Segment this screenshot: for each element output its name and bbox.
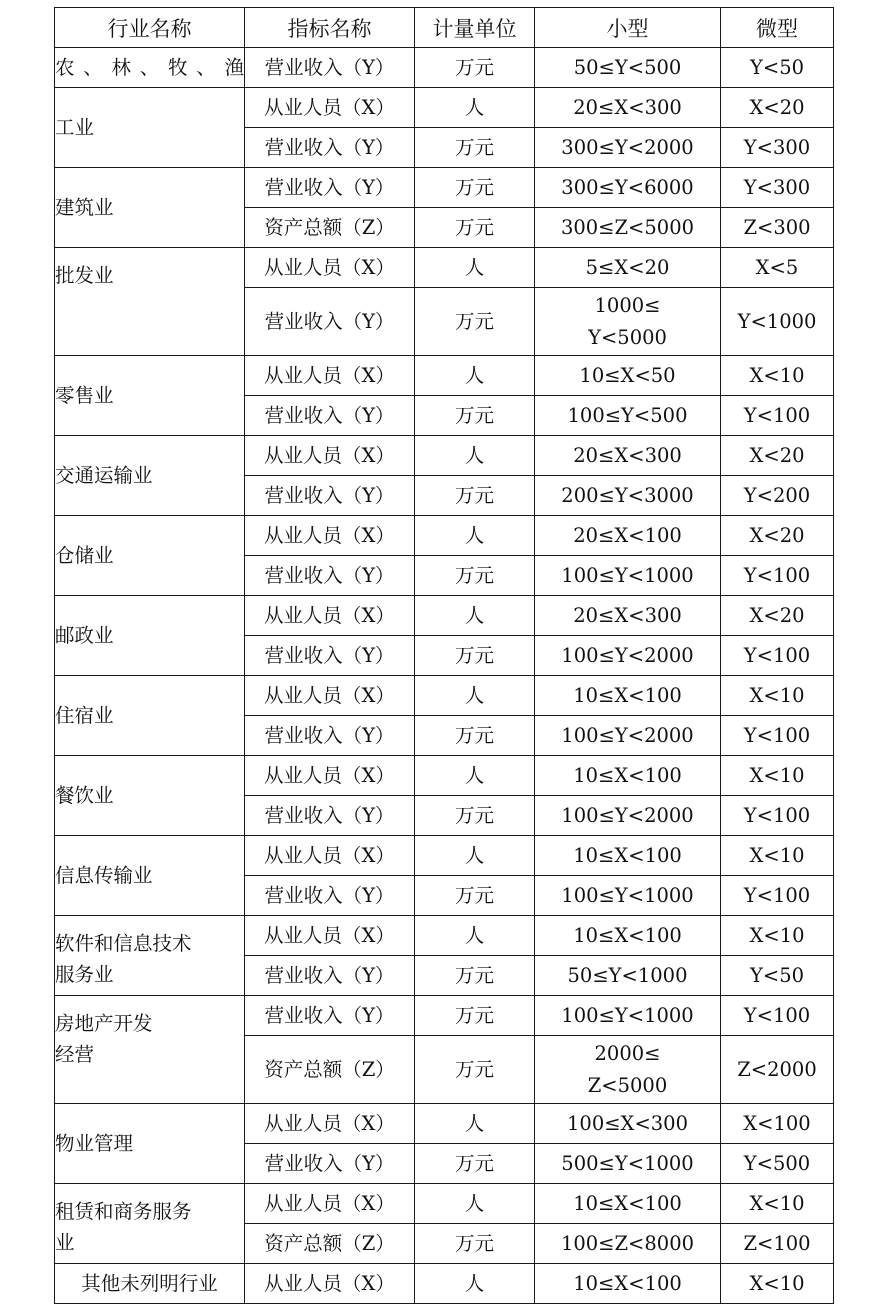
small-threshold-cell: 100≤Y<1000: [535, 556, 721, 596]
small-threshold-line: 1000≤: [594, 294, 661, 318]
small-threshold-cell: 300≤Y<6000: [535, 168, 721, 208]
unit-cell: 人: [415, 88, 535, 128]
industry-name-cell: [55, 516, 245, 596]
industry-name-cell: [55, 48, 245, 88]
micro-threshold-cell: X<10: [721, 1264, 834, 1304]
metric-cell: 营业收入（Y）: [245, 396, 415, 436]
industry-name-cell: [55, 916, 245, 996]
micro-threshold-cell: Y<300: [721, 128, 834, 168]
micro-threshold-cell: X<20: [721, 596, 834, 636]
unit-cell: 万元: [415, 48, 535, 88]
metric-cell: 从业人员（X）: [245, 1184, 415, 1224]
micro-threshold-cell: X<10: [721, 356, 834, 396]
metric-cell: 资产总额（Z）: [245, 1036, 415, 1104]
unit-cell: 万元: [415, 876, 535, 916]
industry-name-cell: [55, 1104, 245, 1184]
micro-threshold-cell: Z<2000: [721, 1036, 834, 1104]
small-threshold-cell: 10≤X<100: [535, 756, 721, 796]
small-threshold-cell: 100≤Y<2000: [535, 636, 721, 676]
table-row: [55, 516, 834, 556]
metric-cell: 资产总额（Z）: [245, 1224, 415, 1264]
small-threshold-cell: 200≤Y<3000: [535, 476, 721, 516]
table-row: [55, 168, 834, 208]
micro-threshold-cell: Y<100: [721, 636, 834, 676]
metric-cell: 营业收入（Y）: [245, 128, 415, 168]
table-body: [55, 48, 834, 1304]
unit-cell: 万元: [415, 716, 535, 756]
unit-cell: 人: [415, 756, 535, 796]
industry-name-line: 住宿业: [55, 703, 114, 727]
table-row: [55, 836, 834, 876]
industry-name-cell: [55, 996, 245, 1104]
small-threshold-cell: 10≤X<100: [535, 916, 721, 956]
industry-name-line: 农、林、牧、渔: [55, 55, 244, 79]
unit-cell: 人: [415, 676, 535, 716]
table-row: [55, 48, 834, 88]
unit-cell: 万元: [415, 208, 535, 248]
table-row: [55, 436, 834, 476]
table-row: [55, 756, 834, 796]
unit-cell: 人: [415, 836, 535, 876]
micro-threshold-cell: Y<50: [721, 48, 834, 88]
industry-name-line: 软件和信息技术: [55, 932, 192, 955]
unit-cell: 人: [415, 916, 535, 956]
industry-name-cell: [55, 88, 245, 168]
unit-cell: 万元: [415, 1036, 535, 1104]
small-threshold-cell: 50≤Y<1000: [535, 956, 721, 996]
industry-name-line: 业: [55, 1231, 75, 1255]
enterprise-size-table: [54, 7, 834, 1304]
industry-name-line: 批发业: [55, 264, 114, 287]
small-threshold-cell: 100≤Y<1000: [535, 876, 721, 916]
table-row: [55, 996, 834, 1036]
metric-cell: 资产总额（Z）: [245, 208, 415, 248]
industry-name-cell: [55, 836, 245, 916]
micro-threshold-cell: Y<100: [721, 796, 834, 836]
industry-name-line: 建筑业: [55, 195, 114, 219]
metric-cell: 从业人员（X）: [245, 516, 415, 556]
micro-threshold-cell: X<10: [721, 1184, 834, 1224]
industry-name-cell: [55, 248, 245, 356]
header-industry: 行业名称: [55, 8, 245, 48]
unit-cell: 万元: [415, 288, 535, 356]
small-threshold-cell: 100≤Y<2000: [535, 796, 721, 836]
unit-cell: 人: [415, 436, 535, 476]
industry-name-line: 物业管理: [55, 1131, 134, 1155]
metric-cell: 营业收入（Y）: [245, 168, 415, 208]
industry-name-line: 零售业: [55, 383, 114, 407]
metric-cell: 营业收入（Y）: [245, 716, 415, 756]
small-threshold-cell: 300≤Y<2000: [535, 128, 721, 168]
unit-cell: 万元: [415, 1224, 535, 1264]
header-row: [55, 8, 834, 48]
micro-threshold-cell: Y<100: [721, 996, 834, 1036]
metric-cell: 从业人员（X）: [245, 88, 415, 128]
small-threshold-cell: 100≤Z<8000: [535, 1224, 721, 1264]
small-threshold-cell: 20≤X<300: [535, 436, 721, 476]
header-metric: 指标名称: [245, 8, 415, 48]
unit-cell: 万元: [415, 636, 535, 676]
micro-threshold-cell: Y<1000: [721, 288, 834, 356]
micro-threshold-cell: X<20: [721, 436, 834, 476]
metric-cell: 从业人员（X）: [245, 1264, 415, 1304]
metric-cell: 从业人员（X）: [245, 248, 415, 288]
unit-cell: 人: [415, 516, 535, 556]
small-threshold-cell: 5≤X<20: [535, 248, 721, 288]
metric-cell: 从业人员（X）: [245, 1104, 415, 1144]
micro-threshold-cell: Z<100: [721, 1224, 834, 1264]
unit-cell: 万元: [415, 396, 535, 436]
metric-cell: 营业收入（Y）: [245, 476, 415, 516]
metric-cell: 营业收入（Y）: [245, 288, 415, 356]
table-row: [55, 676, 834, 716]
unit-cell: 万元: [415, 1144, 535, 1184]
micro-threshold-cell: Y<100: [721, 876, 834, 916]
industry-name-line: 工业: [55, 115, 95, 139]
industry-name-cell: [55, 1264, 245, 1304]
small-threshold-cell: 20≤X<100: [535, 516, 721, 556]
micro-threshold-cell: X<10: [721, 916, 834, 956]
metric-cell: 从业人员（X）: [245, 676, 415, 716]
micro-threshold-cell: Y<50: [721, 956, 834, 996]
table-row: [55, 88, 834, 128]
unit-cell: 人: [415, 356, 535, 396]
industry-name-cell: [55, 168, 245, 248]
table-row: [55, 1184, 834, 1224]
micro-threshold-cell: Z<300: [721, 208, 834, 248]
metric-cell: 营业收入（Y）: [245, 556, 415, 596]
industry-name-line: 信息传输业: [55, 863, 153, 887]
table-row: [55, 596, 834, 636]
table-row: [55, 356, 834, 396]
unit-cell: 人: [415, 1104, 535, 1144]
unit-cell: 万元: [415, 996, 535, 1036]
micro-threshold-cell: X<20: [721, 88, 834, 128]
small-threshold-cell: 10≤X<100: [535, 676, 721, 716]
metric-cell: 从业人员（X）: [245, 916, 415, 956]
small-threshold-cell: [535, 1036, 721, 1104]
header-unit: 计量单位: [415, 8, 535, 48]
micro-threshold-cell: X<10: [721, 676, 834, 716]
unit-cell: 万元: [415, 128, 535, 168]
small-threshold-cell: 500≤Y<1000: [535, 1144, 721, 1184]
header-small: 小型: [535, 8, 721, 48]
industry-name-line: 仓储业: [55, 543, 114, 567]
small-threshold-cell: 10≤X<50: [535, 356, 721, 396]
metric-cell: 从业人员（X）: [245, 836, 415, 876]
industry-name-cell: [55, 596, 245, 676]
table-row: [55, 248, 834, 288]
metric-cell: 营业收入（Y）: [245, 876, 415, 916]
table-row: [55, 1264, 834, 1304]
metric-cell: 营业收入（Y）: [245, 996, 415, 1036]
industry-name-cell: [55, 676, 245, 756]
micro-threshold-cell: X<10: [721, 836, 834, 876]
micro-threshold-cell: X<5: [721, 248, 834, 288]
micro-threshold-cell: X<20: [721, 516, 834, 556]
industry-name-line: 餐饮业: [55, 783, 114, 807]
small-threshold-line: Z<5000: [587, 1073, 668, 1097]
metric-cell: 从业人员（X）: [245, 596, 415, 636]
small-threshold-cell: 100≤Y<500: [535, 396, 721, 436]
unit-cell: 万元: [415, 556, 535, 596]
metric-cell: 营业收入（Y）: [245, 796, 415, 836]
unit-cell: 万元: [415, 796, 535, 836]
unit-cell: 人: [415, 1264, 535, 1304]
micro-threshold-cell: X<100: [721, 1104, 834, 1144]
industry-name-line: 经营: [55, 1043, 95, 1067]
small-threshold-line: 2000≤: [594, 1042, 661, 1066]
small-threshold-cell: 10≤X<100: [535, 1184, 721, 1224]
table-row: [55, 916, 834, 956]
industry-name-line: 交通运输业: [55, 463, 153, 487]
unit-cell: 万元: [415, 168, 535, 208]
metric-cell: 营业收入（Y）: [245, 956, 415, 996]
small-threshold-cell: 300≤Z<5000: [535, 208, 721, 248]
metric-cell: 从业人员（X）: [245, 756, 415, 796]
unit-cell: 人: [415, 248, 535, 288]
micro-threshold-cell: Y<100: [721, 556, 834, 596]
industry-name-line: 其他未列明行业: [81, 1271, 218, 1295]
metric-cell: 从业人员（X）: [245, 436, 415, 476]
industry-name-line: 服务业: [55, 963, 114, 987]
unit-cell: 万元: [415, 956, 535, 996]
metric-cell: 营业收入（Y）: [245, 1144, 415, 1184]
micro-threshold-cell: Y<300: [721, 168, 834, 208]
metric-cell: 从业人员（X）: [245, 356, 415, 396]
small-threshold-cell: [535, 288, 721, 356]
industry-name-cell: [55, 1184, 245, 1264]
micro-threshold-cell: Y<200: [721, 476, 834, 516]
micro-threshold-cell: Y<500: [721, 1144, 834, 1184]
industry-name-cell: [55, 436, 245, 516]
industry-name-cell: [55, 356, 245, 436]
micro-threshold-cell: X<10: [721, 756, 834, 796]
small-threshold-cell: 20≤X<300: [535, 596, 721, 636]
industry-name-cell: [55, 756, 245, 836]
industry-name-line: 房地产开发: [55, 1012, 153, 1035]
micro-threshold-cell: Y<100: [721, 716, 834, 756]
unit-cell: 人: [415, 1184, 535, 1224]
small-threshold-cell: 50≤Y<500: [535, 48, 721, 88]
small-threshold-cell: 20≤X<300: [535, 88, 721, 128]
metric-cell: 营业收入（Y）: [245, 636, 415, 676]
small-threshold-cell: 10≤X<100: [535, 1264, 721, 1304]
small-threshold-cell: 100≤X<300: [535, 1104, 721, 1144]
header-micro: 微型: [721, 8, 834, 48]
micro-threshold-cell: Y<100: [721, 396, 834, 436]
unit-cell: 人: [415, 596, 535, 636]
small-threshold-cell: 100≤Y<2000: [535, 716, 721, 756]
small-threshold-cell: 100≤Y<1000: [535, 996, 721, 1036]
small-threshold-cell: 10≤X<100: [535, 836, 721, 876]
industry-name-line: 租赁和商务服务: [55, 1200, 192, 1223]
unit-cell: 万元: [415, 476, 535, 516]
industry-name-line: 邮政业: [55, 623, 114, 647]
metric-cell: 营业收入（Y）: [245, 48, 415, 88]
small-threshold-line: Y<5000: [588, 325, 667, 349]
table-row: [55, 1104, 834, 1144]
